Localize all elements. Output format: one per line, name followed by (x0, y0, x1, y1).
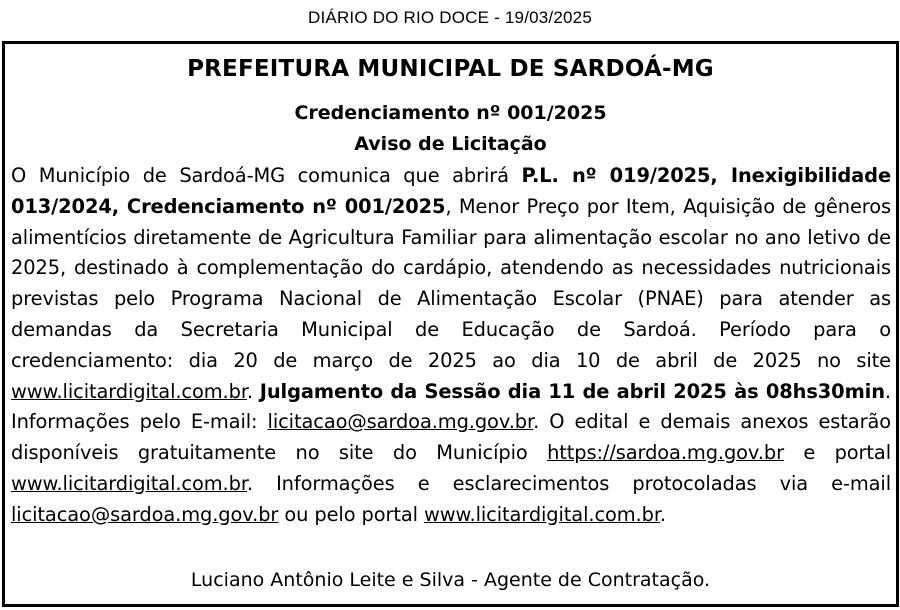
link-licitardigital[interactable]: www.licitardigital.com.br (424, 502, 660, 526)
notice-subtitle-aviso: Aviso de Licitação (354, 133, 547, 155)
body-text: . (659, 502, 666, 526)
link-licitardigital[interactable]: www.licitardigital.com.br (11, 379, 247, 403)
body-text: ou pelo portal (278, 502, 425, 526)
email-link[interactable]: licitacao@sardoa.mg.gov.br (11, 502, 279, 526)
notice-body (11, 161, 891, 531)
body-text: . O edital e demais anexos estarão disponíveis gratuitamente no site do Município (11, 410, 891, 465)
body-text: . Informações e esclarecimentos protocoladas via e-mail (246, 471, 891, 495)
body-text: O Município de Sardoá-MG comunica que abrirá (11, 164, 522, 187)
signature: Luciano Antônio Leite e Silva - Agente de Contratação. (190, 569, 711, 591)
session-date: Julgamento da Sessão dia 11 de abril 2025 às 08hs30min (259, 379, 885, 403)
body-text: . (246, 379, 260, 403)
process-numbers: P.L. nº 019/2025, Inexigibilidade 013/2024, Credenciamento nº 001/2025 (11, 164, 891, 218)
notice-subtitle-credenciamento: Credenciamento nº 001/2025 (294, 102, 607, 124)
newspaper-header: DIÁRIO DO RIO DOCE - 19/03/2025 (308, 8, 592, 27)
body-text: e portal (783, 441, 891, 465)
notice-title: PREFEITURA MUNICIPAL DE SARDOÁ-MG (187, 56, 714, 82)
body-text: . Informações pelo E-mail: (11, 379, 891, 434)
body-text: , Menor Preço por Item, Aquisição de gêneros alimentícios diretamente de Agricultura Familiar para alimentação escolar no ano letivo de 2025, destinado à complementação do cardápio, atendendo as necessidades nutricionais previstas pelo Programa Nacional de Alimentação Escolar (PNAE) para atender as demandas da Secretaria Municipal de Educação de Sardoá. Período para o credenciamento: dia 20 de março de 2025 ao dia 10 de abril de 2025 no site (11, 194, 891, 372)
email-link[interactable]: licitacao@sardoa.mg.gov.br (267, 410, 534, 434)
link-licitardigital[interactable]: www.licitardigital.com.br (11, 471, 247, 495)
notice-box (2, 41, 899, 607)
link-municipality-site[interactable]: https://sardoa.mg.gov.br (547, 441, 784, 465)
